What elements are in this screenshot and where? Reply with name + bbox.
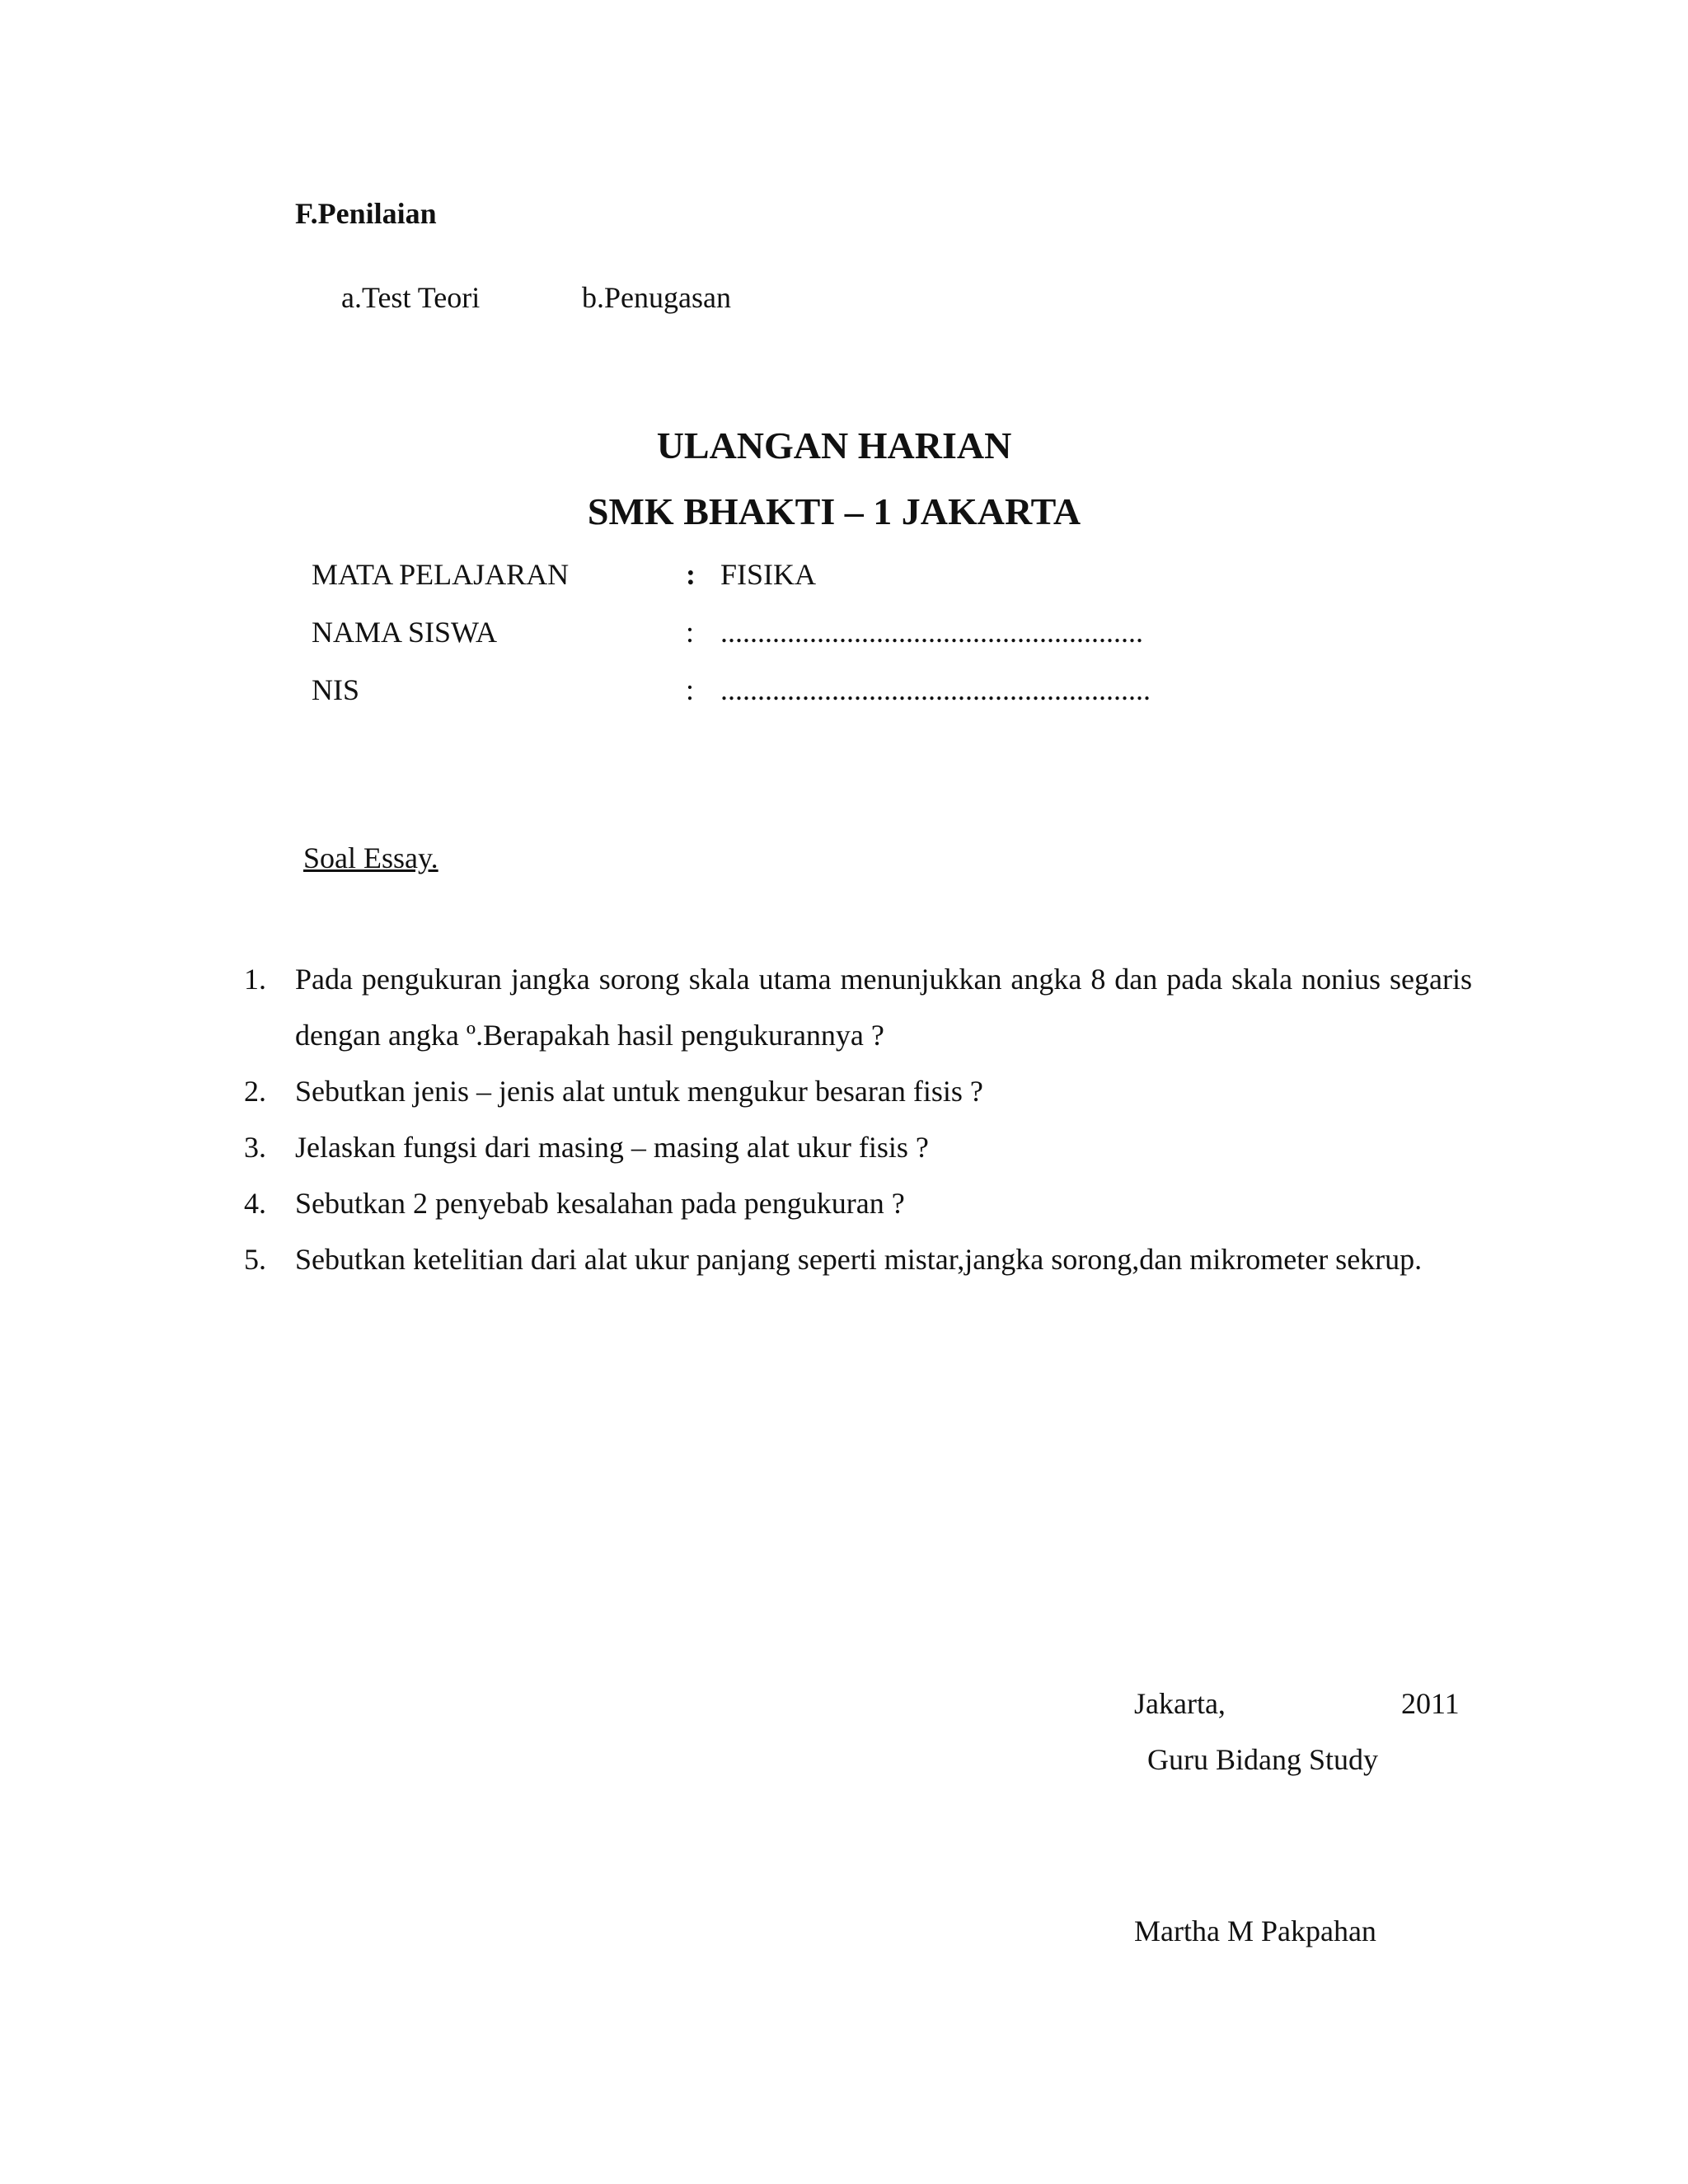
question-item (244, 1063, 1472, 1119)
question-item (244, 1175, 1472, 1231)
info-value-student-name: ......................................................... (720, 616, 1143, 649)
essay-title: Soal Essay. (303, 841, 438, 874)
question-number: 5. (244, 1243, 266, 1276)
question-number: 1. (244, 963, 266, 996)
question-text: Sebutkan jenis – jenis alat untuk mengukur besaran fisis ? (295, 1075, 983, 1108)
question-number: 2. (244, 1075, 266, 1108)
question-item (244, 1119, 1472, 1175)
info-colon-subject: : (686, 558, 696, 591)
info-label-subject: MATA PELAJARAN (312, 558, 570, 591)
exam-title: ULANGAN HARIAN (656, 424, 1012, 466)
question-text: Jelaskan fungsi dari masing – masing alat ukur fisis ? (295, 1131, 929, 1164)
question-number: 3. (244, 1131, 266, 1164)
info-label-student-name: NAMA SISWA (312, 616, 498, 649)
info-colon-student-name: : (686, 616, 695, 649)
section-title: F.Penilaian (295, 197, 437, 230)
signature-role: Guru Bidang Study (1147, 1743, 1379, 1776)
question-text: Sebutkan 2 penyebab kesalahan pada pengukuran ? (295, 1187, 905, 1220)
signature-year: 2011 (1401, 1687, 1460, 1720)
question-item (244, 1231, 1472, 1287)
question-text: Sebutkan ketelitian dari alat ukur panjang seperti mistar,jangka sorong,dan mikrometer sekrup. (295, 1243, 1423, 1276)
question-list (244, 951, 1472, 1287)
info-value-subject: FISIKA (720, 558, 817, 591)
info-value-nis: .......................................................... (720, 673, 1151, 706)
signature-place: Jakarta, (1134, 1687, 1226, 1720)
school-name: SMK BHAKTI – 1 JAKARTA (587, 490, 1081, 532)
option-test-teori: a.Test Teori (341, 281, 481, 314)
question-number: 4. (244, 1187, 266, 1220)
question-text: Pada pengukuran jangka sorong skala utama menunjukkan angka 8 dan pada skala nonius segaris dengan angka º.Berapakah hasil pengukurannya ? (295, 963, 1472, 1052)
question-item (244, 951, 1472, 1063)
info-label-nis: NIS (312, 673, 360, 706)
option-penugasan: b.Penugasan (582, 281, 731, 314)
info-colon-nis: : (686, 673, 695, 706)
signature-name: Martha M Pakpahan (1134, 1915, 1376, 1947)
